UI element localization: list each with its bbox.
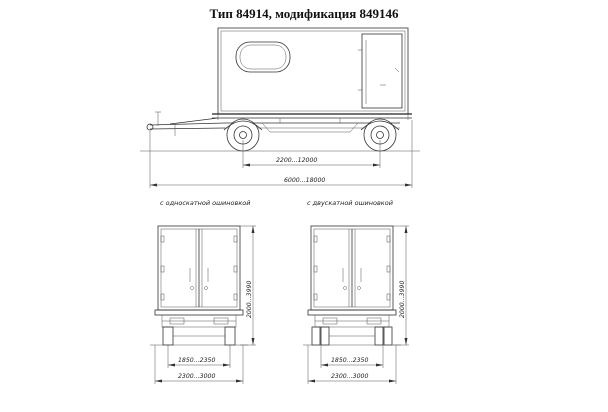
side-view [140,28,420,188]
drawing-title: Тип 84914, модификация 849146 [209,6,399,21]
oval-window [236,42,290,72]
overall-length-dim: 6000...18000 [284,177,326,184]
rear-door [362,34,402,108]
body-box [218,28,408,114]
right-inner-tire [375,327,383,345]
rear-view-single [150,199,256,384]
dual-tire-caption: с двускатной ошиновкой [307,199,393,207]
dual-height-dim: 2000...3990 [399,280,406,318]
single-tire-caption: с односкатной ошиновкой [160,199,251,207]
single-width-dim: 2300...3000 [178,373,216,380]
left-outer-tire [312,327,320,345]
single-track-dim: 1850...2350 [178,357,216,364]
single-height-dim: 2000...3990 [246,280,253,318]
right-outer-tire [384,327,392,345]
dual-width-dim: 2300...3000 [331,373,369,380]
right-tire [225,327,235,345]
dual-track-dim: 1850...2350 [331,357,369,364]
drawbar [150,123,225,125]
left-inner-tire [321,327,329,345]
rear-view-dual [303,199,409,384]
wheelbase-dim: 2200...12000 [276,157,318,164]
left-tire [163,327,173,345]
